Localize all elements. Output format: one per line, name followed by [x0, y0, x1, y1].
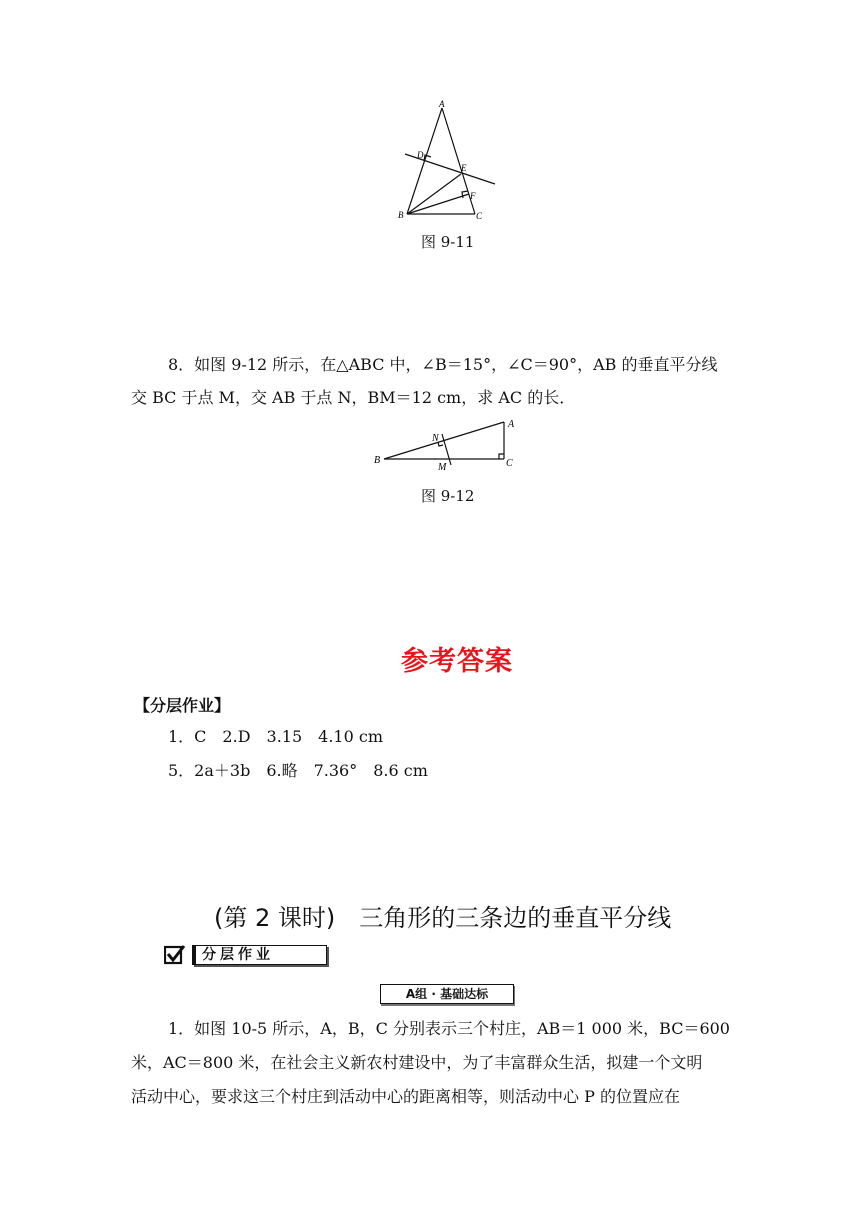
group-a-label	[380, 984, 514, 1004]
homework-badge-text: 分层作业	[202, 947, 274, 963]
fig2-label-m: M	[438, 462, 447, 473]
fig1-label-c: C	[476, 211, 483, 221]
answers-section-heading: 【分层作业】	[134, 696, 231, 715]
figure-9-12	[372, 414, 522, 474]
fig2-label-c: C	[506, 458, 513, 469]
fig1-label-f: F	[470, 191, 476, 201]
figure-9-11-caption: 图 9-11	[421, 233, 475, 251]
fig2-label-a: A	[508, 419, 515, 430]
question-8-line-1: 8．如图 9-12 所示，在△ABC 中，∠B＝15°，∠C＝90°，AB 的垂直平分线	[168, 355, 718, 374]
fig1-label-e: E	[461, 163, 467, 173]
group-a-text: A组 · 基础达标	[405, 987, 489, 1001]
answers-line-1: 1．C 2.D 3.15 4.10 cm	[168, 727, 383, 746]
fig2-label-n: N	[432, 433, 439, 444]
fig2-label-b: B	[374, 455, 381, 466]
question-1-line-3: 活动中心，要求这三个村庄到活动中心的距离相等，则活动中心 P 的位置应在	[131, 1087, 680, 1106]
question-1-line-1: 1．如图 10-5 所示，A，B，C 分别表示三个村庄，AB＝1 000 米，BC＝600	[168, 1019, 730, 1038]
lesson-title: (第 2 课时) 三角形的三条边的垂直平分线	[214, 904, 672, 932]
figure-9-11	[395, 98, 505, 228]
homework-badge	[164, 944, 327, 966]
answers-line-2: 5．2a＋3b 6.略 7.36° 8.6 cm	[168, 761, 428, 780]
fig1-label-d: D	[417, 150, 424, 160]
fig1-label-b: B	[398, 210, 404, 220]
question-8-line-2: 交 BC 于点 M，交 AB 于点 N，BM＝12 cm，求 AC 的长．	[131, 388, 576, 407]
fig1-label-a: A	[439, 99, 445, 109]
checkbox-icon	[164, 944, 186, 966]
question-1-line-2: 米，AC＝800 米，在社会主义新农村建设中，为了丰富群众生活，拟建一个文明	[131, 1053, 703, 1072]
figure-9-12-caption: 图 9-12	[421, 487, 475, 505]
homework-badge-label	[192, 945, 327, 965]
answers-title: 参考答案	[401, 646, 513, 677]
